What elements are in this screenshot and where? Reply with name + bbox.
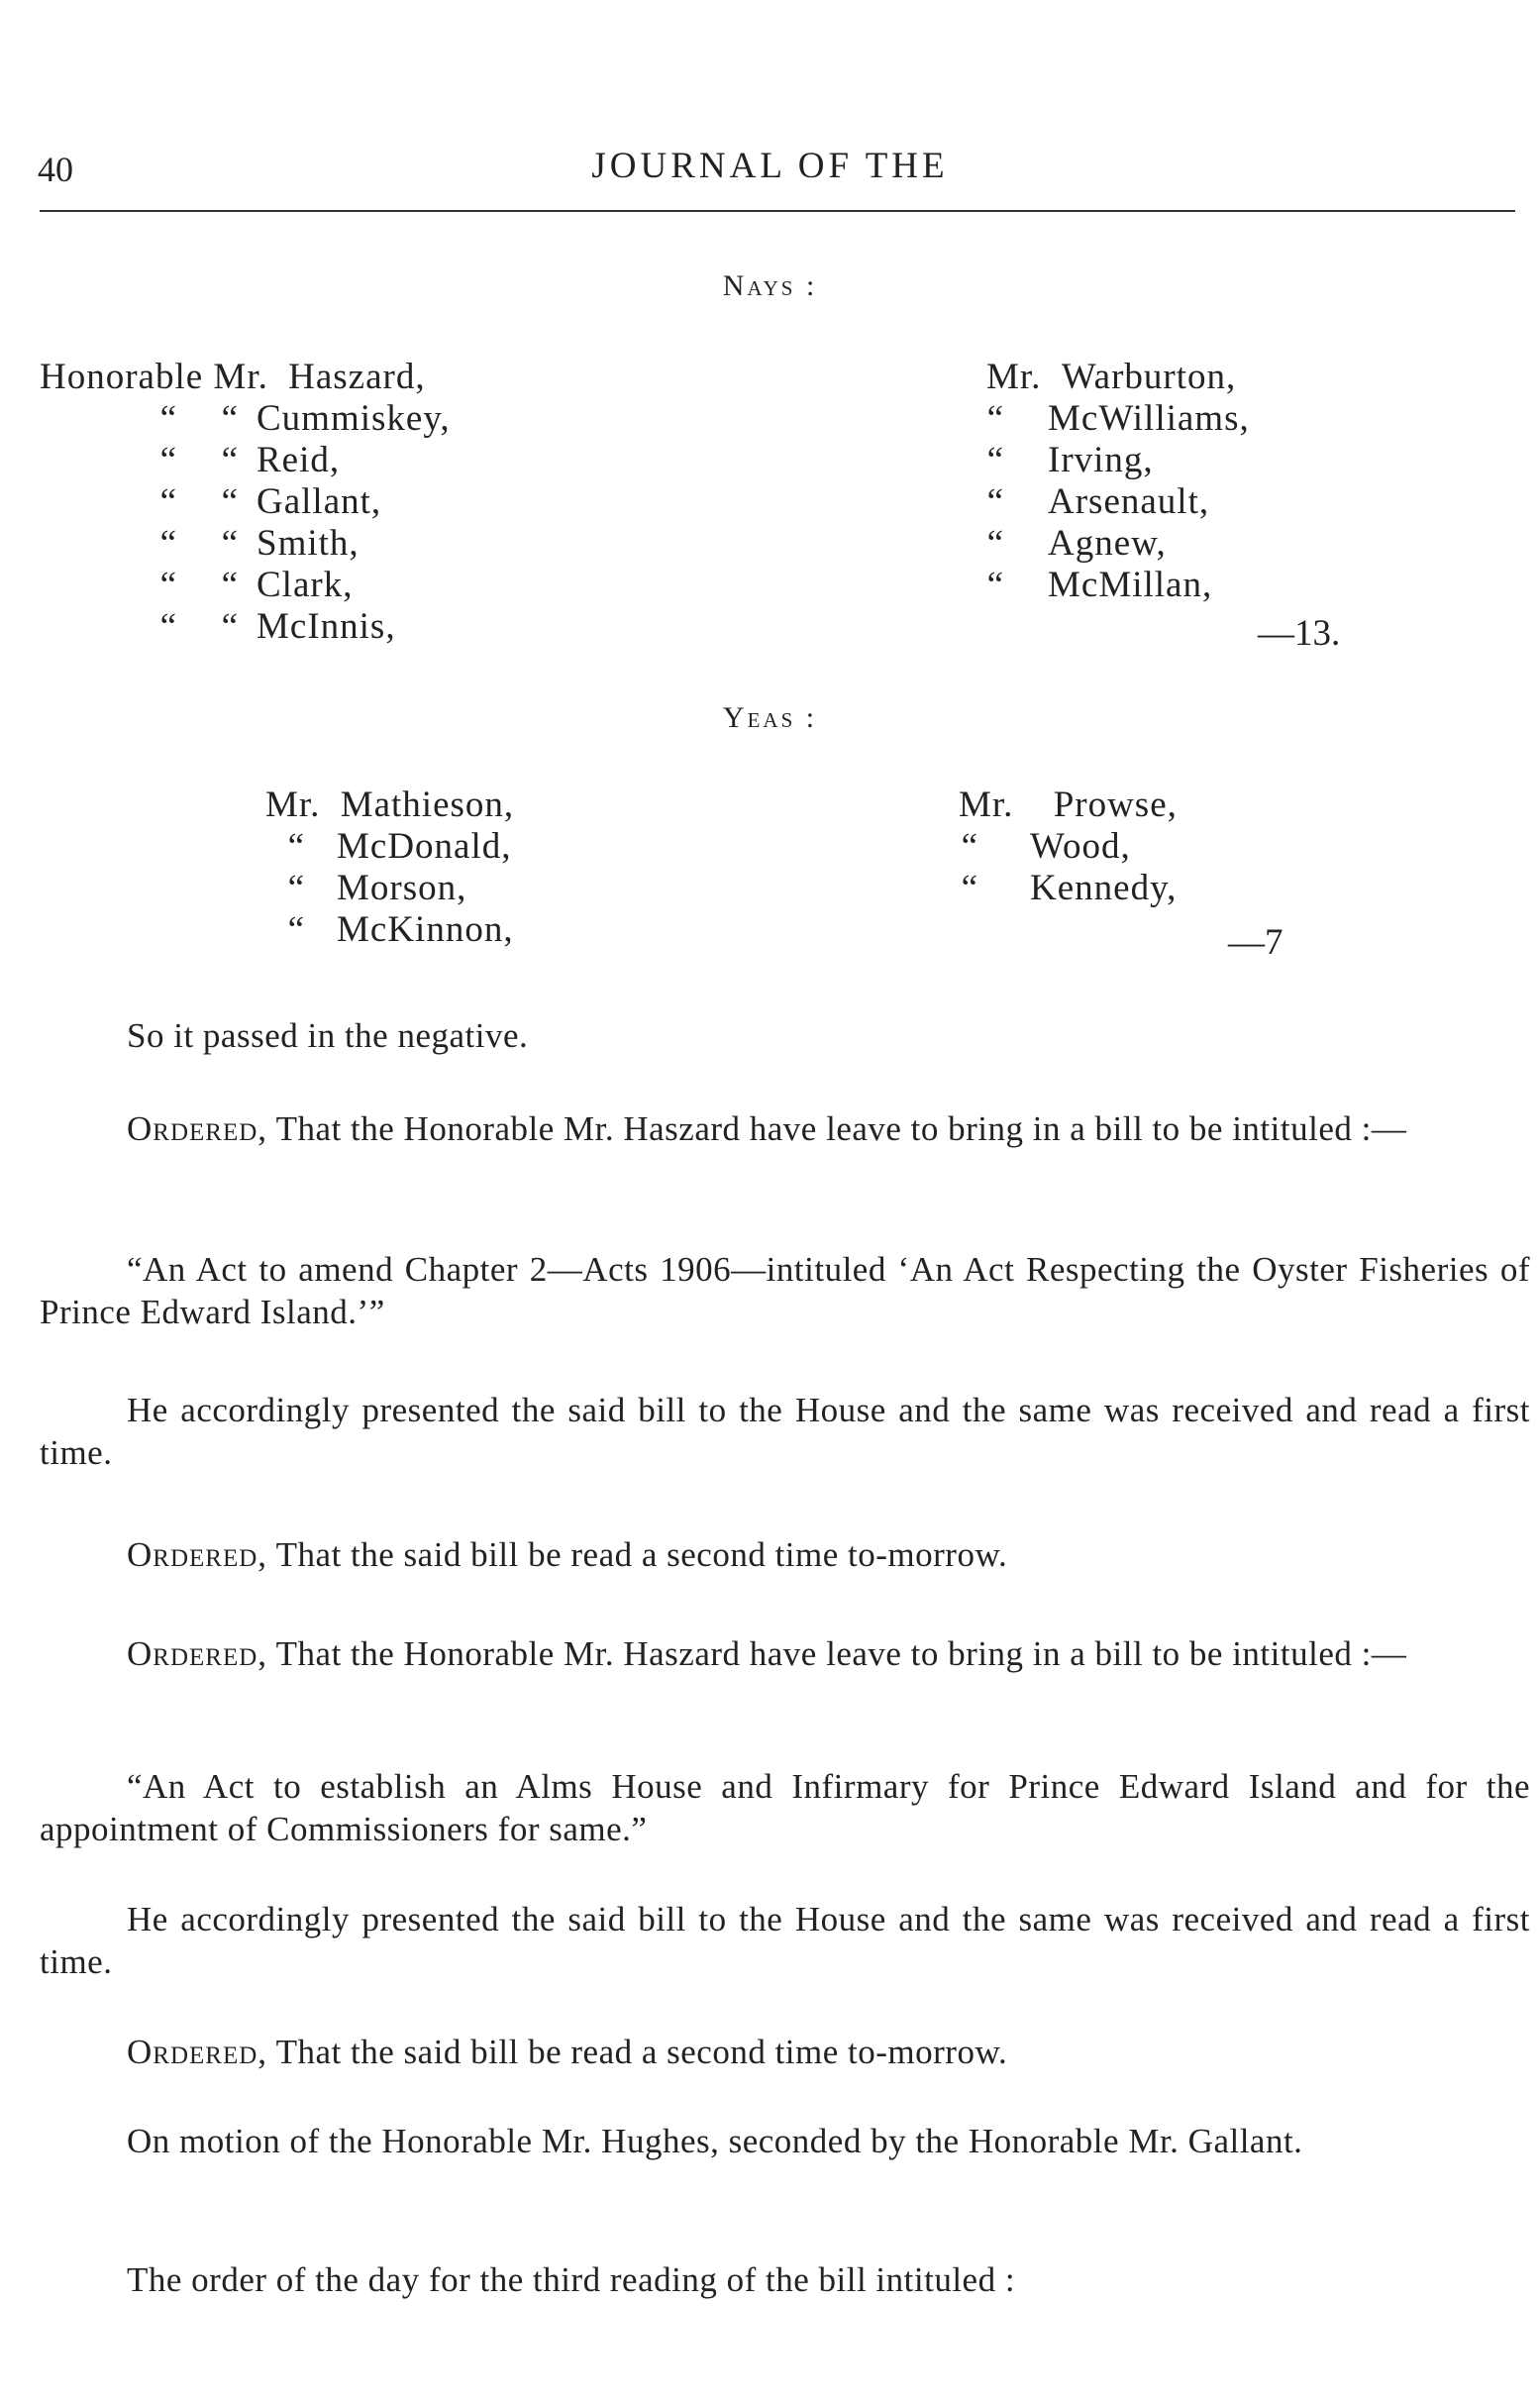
paragraph-order-of-day: The order of the day for the third reading of the bill intituled : [127,2260,1016,2299]
paragraph-ordered: Ordered, That the Honorable Mr. Haszard have leave to bring in a bill to be intituled :— [127,1634,1407,1673]
ditto-mark: “ [159,565,177,605]
page-number: 40 [38,150,73,189]
list-item [40,565,451,606]
honorific: Mr. [265,785,321,825]
ditto-mark: “ [221,606,239,647]
member-name: McWilliams, [1048,398,1250,439]
list-item [986,565,1250,606]
paragraph-result: So it passed in the negative. [127,1016,529,1055]
ditto-mark: “ [159,523,177,564]
ordered-lead: Ordered, [127,1535,268,1574]
ditto-mark: “ [159,398,177,439]
yeas-total: —7 [1228,922,1283,963]
ditto-mark: “ [961,868,978,908]
list-item [986,398,1250,440]
member-name: Warburton, [1061,357,1237,397]
list-item [40,523,451,565]
list-item [40,398,451,440]
ditto-mark: “ [986,481,1004,522]
paragraph-presented: He accordingly presented the said bill to the House and the same was received and read a first time. [40,1391,1530,1472]
paragraph-ordered: Ordered, That the said bill be read a second time to-morrow. [127,2033,1008,2071]
member-name: McMillan, [1048,565,1213,605]
list-item [265,826,514,868]
nays-right-list [986,357,1250,606]
list-item [959,868,1178,909]
ordered-lead: Ordered, [127,2033,268,2071]
member-name: Wood, [1030,826,1131,867]
member-name: Smith, [257,523,359,564]
yeas-left-list [265,785,514,951]
header-rule [40,210,1515,212]
list-item [986,481,1250,523]
member-name: Arsenault, [1048,481,1210,522]
member-name: Prowse, [1053,785,1178,825]
list-item [40,357,451,398]
running-head: JOURNAL OF THE [591,146,949,186]
ditto-mark: “ [159,606,177,647]
ditto-mark: “ [221,440,239,480]
list-item [40,606,451,648]
list-item [986,440,1250,481]
ditto-mark: “ [986,565,1004,605]
list-item [959,785,1178,826]
paragraph-ordered: Ordered, That the Honorable Mr. Haszard have leave to bring in a bill to be intituled :— [127,1109,1407,1148]
member-name: Mathieson, [340,785,515,825]
ditto-mark: “ [986,398,1004,439]
member-name: Haszard, [288,357,426,397]
member-name: Morson, [337,868,467,908]
ditto-mark: “ [221,481,239,522]
ordered-lead: Ordered, [127,1634,268,1673]
ditto-mark: “ [986,523,1004,564]
ditto-mark: “ [221,398,239,439]
list-item [986,523,1250,565]
ditto-mark: “ [986,440,1004,480]
yeas-heading: Yeas : [722,701,818,734]
member-name: Reid, [257,440,341,480]
ditto-mark: “ [287,868,305,908]
paragraph-motion: On motion of the Honorable Mr. Hughes, seconded by the Honorable Mr. Gallant. [127,2122,1303,2160]
ditto-mark: “ [159,481,177,522]
ditto-mark: “ [159,440,177,480]
member-name: Agnew, [1048,523,1167,564]
member-name: Kennedy, [1030,868,1178,908]
member-name: Clark, [257,565,354,605]
list-item [265,909,514,951]
honorific: Mr. [959,785,1014,825]
paragraph-presented: He accordingly presented the said bill to the House and the same was received and read a first time. [40,1900,1530,1981]
ditto-mark: “ [221,523,239,564]
nays-heading: Nays : [722,269,818,302]
member-name: McDonald, [337,826,512,867]
member-name: Irving, [1048,440,1154,480]
ditto-mark: “ [287,909,305,950]
nays-left-list [40,357,451,648]
member-name: McInnis, [257,606,396,647]
member-name: McKinnon, [337,909,514,950]
member-name: Cummiskey, [257,398,451,439]
list-item [40,440,451,481]
ditto-mark: “ [287,826,305,867]
list-item [265,868,514,909]
honorific: Honorable Mr. [40,357,268,397]
ditto-mark: “ [221,565,239,605]
yeas-right-list [959,785,1178,909]
paragraph-bill-title: “An Act to establish an Alms House and Infirmary for Prince Edward Island and for the appointment of Commissioners for same.” [40,1767,1530,1848]
honorific: Mr. [986,357,1042,397]
list-item [959,826,1178,868]
list-item [986,357,1250,398]
list-item [265,785,514,826]
paragraph-bill-title: “An Act to amend Chapter 2—Acts 1906—intituled ‘An Act Respecting the Oyster Fisheries of Prince Edward Island.’” [40,1250,1530,1331]
member-name: Gallant, [257,481,382,522]
nays-total: —13. [1258,613,1341,654]
ordered-lead: Ordered, [127,1109,268,1148]
list-item [40,481,451,523]
paragraph-ordered: Ordered, That the said bill be read a second time to-morrow. [127,1535,1008,1574]
ditto-mark: “ [961,826,978,867]
